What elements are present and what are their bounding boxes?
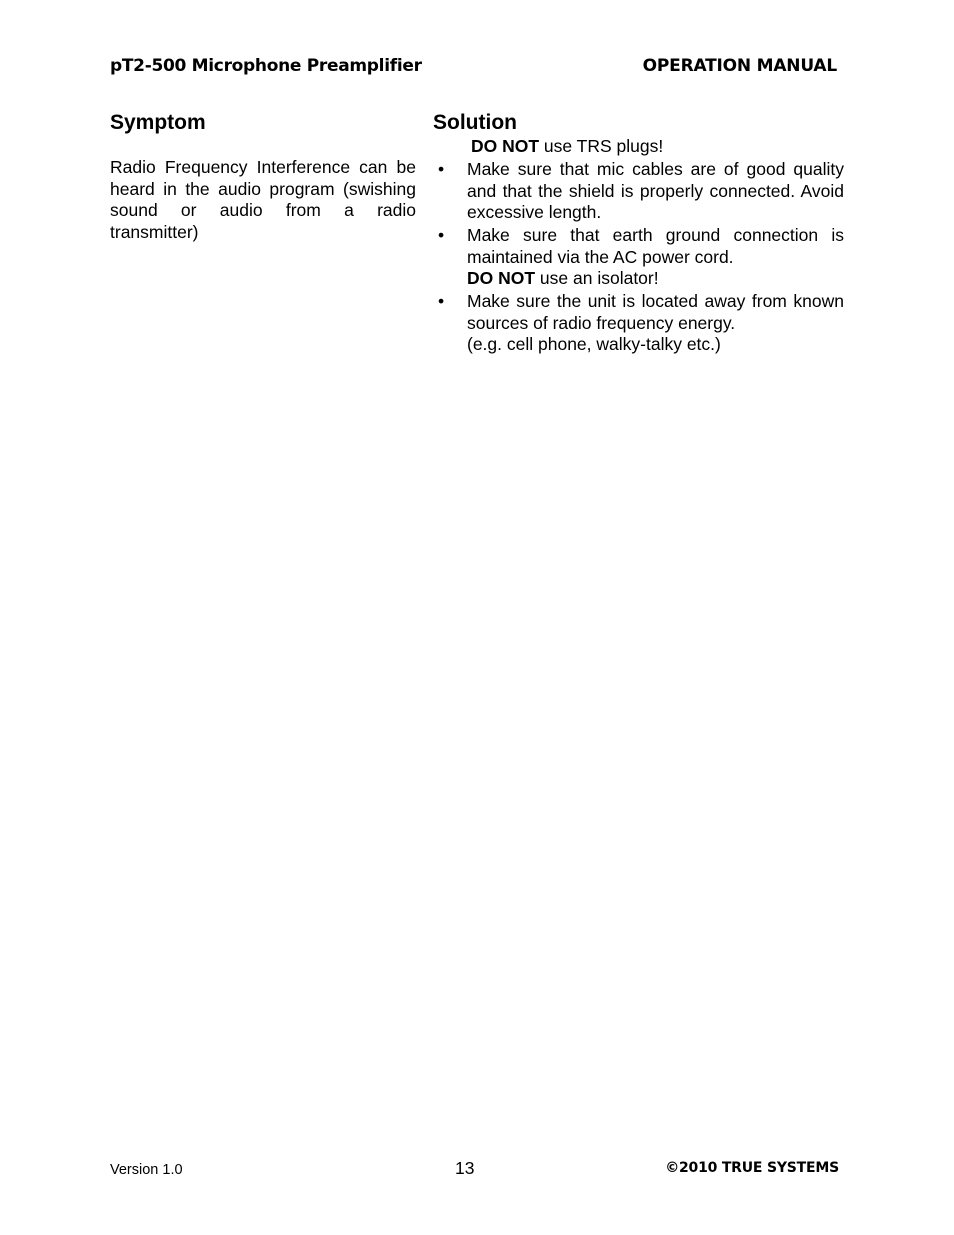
warning-bold: DO NOT (467, 268, 536, 288)
solution-column (433, 110, 844, 356)
solution-item (433, 159, 844, 224)
solution-item (433, 291, 844, 356)
bullet-icon: • (438, 225, 445, 245)
symptom-column (110, 110, 416, 243)
trs-warning (433, 136, 844, 158)
solution-example: (e.g. cell phone, walky-talky etc.) (467, 334, 721, 354)
version-label: Version 1.0 (110, 1162, 183, 1178)
manual-section-title: OPERATION MANUAL (642, 56, 837, 76)
solution-item-text: Make sure the unit is located away from known sources of radio frequency energy. (467, 291, 844, 333)
warning-bold: DO NOT (471, 136, 540, 156)
warning-text: use an isolator! (535, 268, 659, 288)
document-title: pT2-500 Microphone Preamplifier (110, 56, 422, 76)
isolator-warning (467, 268, 844, 290)
solution-list (433, 159, 844, 356)
page-number: 13 (455, 1158, 475, 1178)
symptom-description: Radio Frequency Interference can be heard in the audio program (swishing sound or audio from a radio transmitter) (110, 157, 416, 242)
solution-item (433, 225, 844, 290)
copyright-notice: ©2010 TRUE SYSTEMS (665, 1160, 839, 1176)
symptom-heading: Symptom (110, 111, 206, 134)
solution-heading: Solution (433, 111, 517, 134)
warning-text: use TRS plugs! (539, 136, 664, 156)
bullet-icon: • (438, 159, 445, 179)
solution-item-text: Make sure that mic cables are of good quality and that the shield is properly connected. Avoid excessive length. (467, 159, 844, 222)
solution-item-text: Make sure that earth ground connection is maintained via the AC power cord. (467, 225, 844, 267)
bullet-icon: • (438, 291, 445, 311)
